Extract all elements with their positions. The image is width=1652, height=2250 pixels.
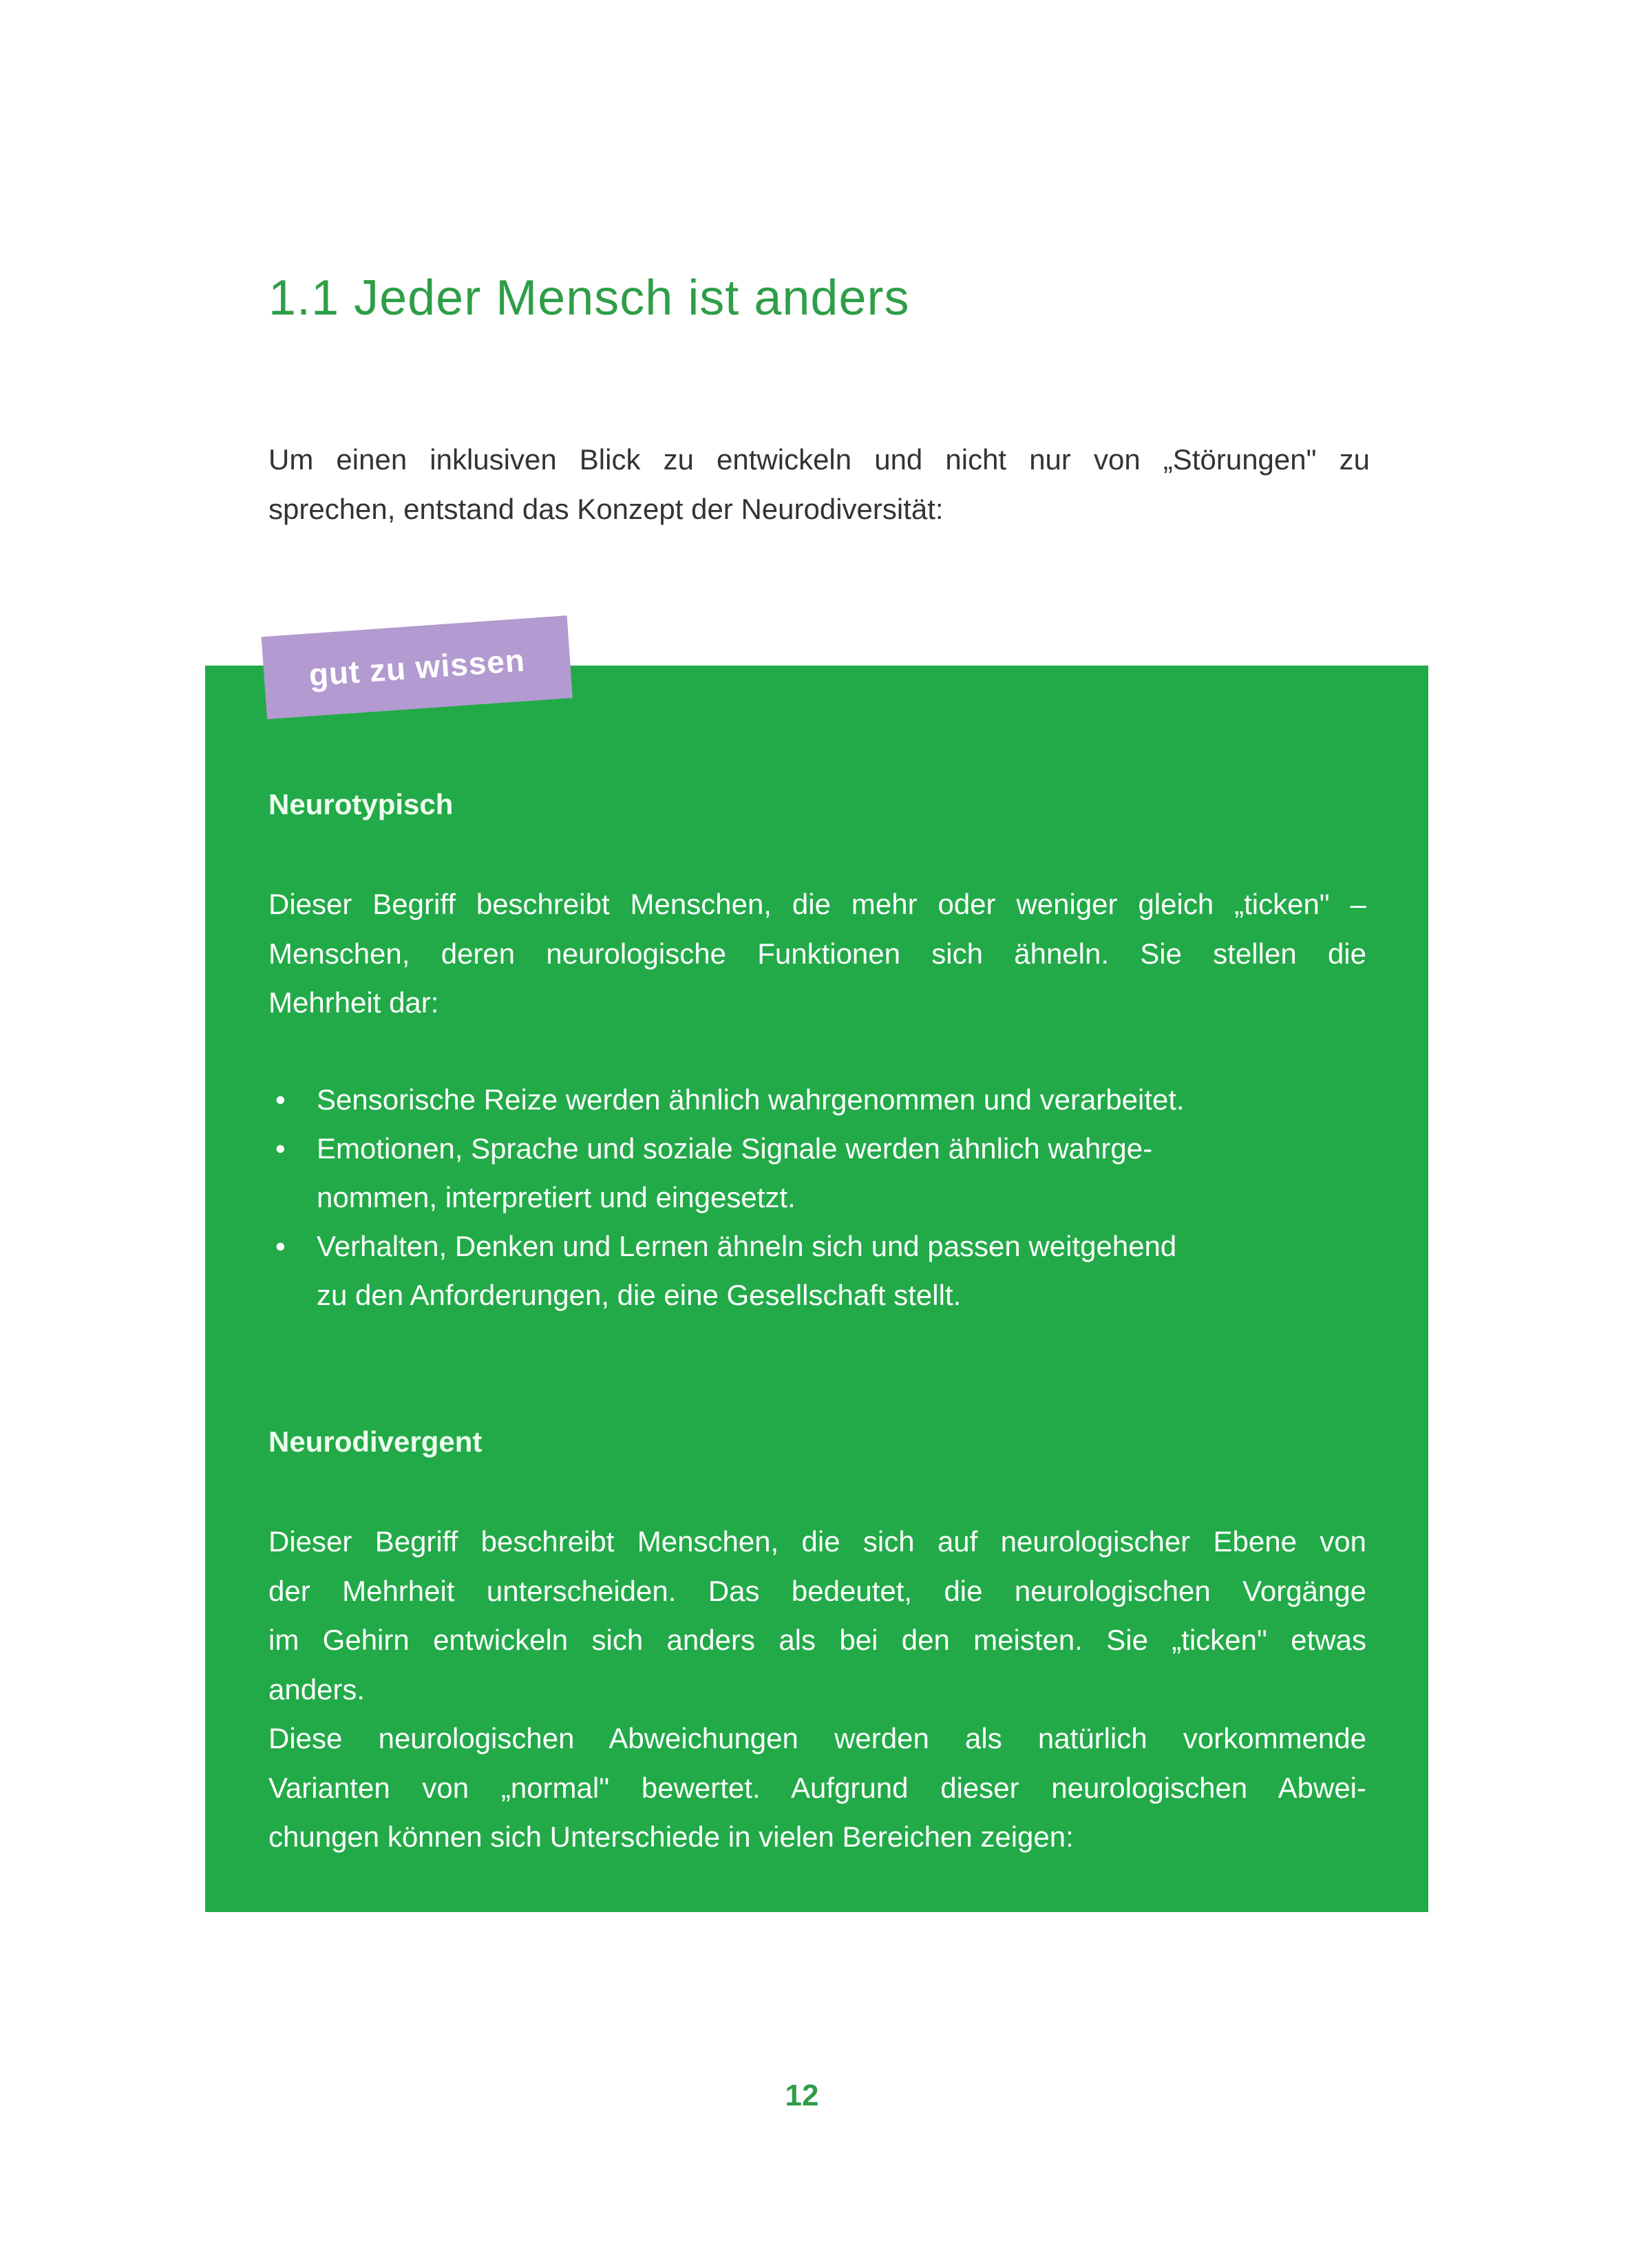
list-item-text: Sensorische Reize werden ähnlich wahrgenommen und verarbeitet. <box>317 1083 1185 1116</box>
paragraph-line: der Mehrheit unterscheiden. Das bedeutet, die neurologischen Vorgänge <box>268 1574 1366 1607</box>
paragraph-line: Varianten von „normal" bewertet. Aufgrund dieser neurologischen Abwei- <box>268 1771 1366 1804</box>
bullet-icon: • <box>275 1230 286 1262</box>
paragraph-line: Diese neurologischen Abweichungen werden als natürlich vorkommende <box>268 1722 1366 1754</box>
paragraph-line: chungen können sich Unterschiede in vielen Bereichen zeigen: <box>268 1821 1074 1853</box>
list-item-text: Emotionen, Sprache und soziale Signale werden ähnlich wahrge- <box>317 1132 1153 1165</box>
list-item <box>268 1222 1366 1319</box>
paragraph-line: anders. <box>268 1673 366 1706</box>
bullet-list <box>268 1075 1366 1319</box>
intro-paragraph <box>268 435 1370 534</box>
heading-neurotypisch: Neurotypisch <box>268 788 454 820</box>
paragraph-line: im Gehirn entwickeln sich anders als bei den meisten. Sie „ticken" etwas <box>268 1624 1366 1656</box>
list-item <box>268 1124 1366 1222</box>
paragraph-line: Dieser Begriff beschreibt Menschen, die mehr oder weniger gleich „ticken" – <box>268 888 1366 920</box>
intro-line: sprechen, entstand das Konzept der Neurodiversität: <box>268 493 944 525</box>
paragraph-neurotypisch <box>268 880 1366 1028</box>
list-item-text: zu den Anforderungen, die eine Gesellschaft stellt. <box>317 1279 962 1311</box>
bullet-icon: • <box>275 1132 286 1165</box>
page-number: 12 <box>785 2079 819 2112</box>
bullet-icon: • <box>275 1083 286 1116</box>
heading-neurodivergent: Neurodivergent <box>268 1425 483 1458</box>
list-item <box>268 1075 1366 1124</box>
paragraph-neurodivergent <box>268 1517 1366 1862</box>
list-item-text: nommen, interpretiert und eingesetzt. <box>317 1181 796 1213</box>
paragraph-line: Menschen, deren neurologische Funktionen sich ähneln. Sie stellen die <box>268 937 1366 970</box>
section-title: 1.1 Jeder Mensch ist anders <box>268 270 910 326</box>
intro-line: Um einen inklusiven Blick zu entwickeln und nicht nur von „Störungen" zu <box>268 443 1370 476</box>
paragraph-line: Dieser Begriff beschreibt Menschen, die sich auf neurologischer Ebene von <box>268 1525 1366 1558</box>
info-box-tag: gut zu wissen <box>262 615 573 719</box>
paragraph-line: Mehrheit dar: <box>268 986 439 1019</box>
list-item-text: Verhalten, Denken und Lernen ähneln sich und passen weitgehend <box>317 1230 1177 1262</box>
